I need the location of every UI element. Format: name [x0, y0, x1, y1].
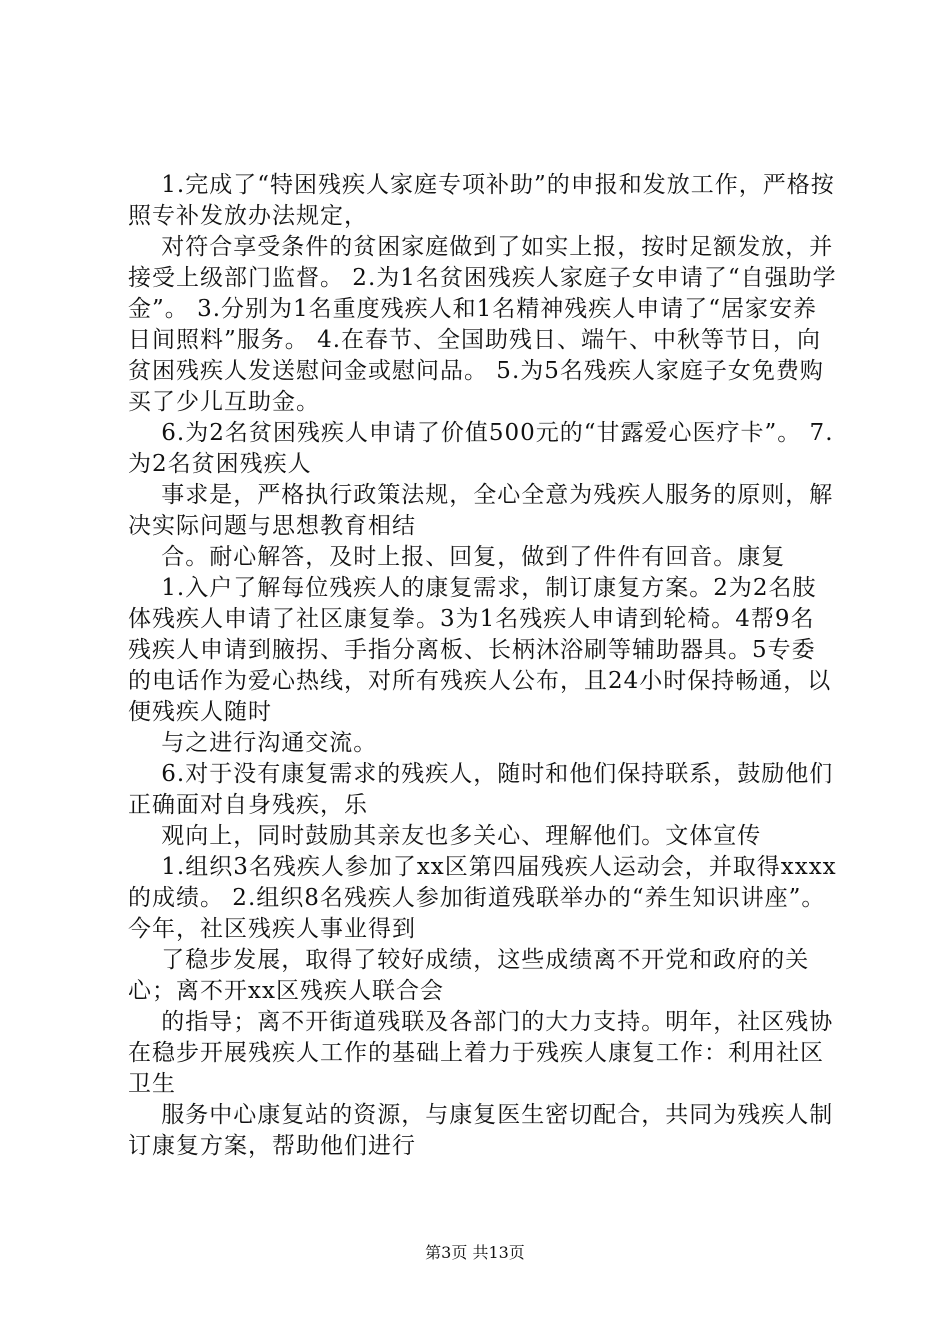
paragraph: 的指导；离不开街道残联及各部门的大力支持。明年，社区残协在稳步开展残疾人工作的基础上着力于残疾人康复工作：利用社区卫生 [128, 1009, 834, 1097]
paragraph: 1.完成了“特困残疾人家庭专项补助”的申报和发放工作，严格按照专补发放办法规定， [128, 172, 835, 229]
paragraph: 1.组织3名残疾人参加了xx区第四届残疾人运动会，并取得xxxx的成绩。 2.组织8名残疾人参加街道残联举办的“养生知识讲座”。今年，社区残疾人事业得到 [128, 854, 837, 942]
paragraph: 观向上，同时鼓励其亲友也多关心、理解他们。文体宣传 [128, 823, 762, 849]
page-number-footer: 第3页 共13页 [425, 1243, 525, 1262]
paragraph: 6.为2名贫困残疾人申请了价值500元的“甘露爱心医疗卡”。 7.为2名贫困残疾人 [128, 420, 834, 477]
paragraph: 事求是，严格执行政策法规，全心全意为残疾人服务的原则，解决实际问题与思想教育相结 [128, 482, 834, 539]
paragraph: 6.对于没有康复需求的残疾人，随时和他们保持联系，鼓励他们正确面对自身残疾，乐 [128, 761, 834, 818]
paragraph: 1.入户了解每位残疾人的康复需求，制订康复方案。2为2名肢体残疾人申请了社区康复拳。3为1名残疾人申请到轮椅。4帮9名残疾人申请到腋拐、手指分离板、长柄沐浴刷等辅助器具。5专委的电话作为爱心热线，对所有残疾人公布，且24小时保持畅通，以便残疾人随时 [128, 575, 832, 725]
paragraph: 服务中心康复站的资源，与康复医生密切配合，共同为残疾人制订康复方案，帮助他们进行 [128, 1102, 834, 1159]
paragraph: 与之进行沟通交流。 [128, 730, 378, 756]
body-text [128, 170, 838, 1162]
paragraph: 对符合享受条件的贫困家庭做到了如实上报，按时足额发放，并接受上级部门监督。 2.为1名贫困残疾人家庭子女申请了“自强助学金”。 3.分别为1名重度残疾人和1名精神残疾人申请了“居家安养日间照料”服务。 4.在春节、全国助残日、端午、中秋等节日，向贫困残疾人发送慰问金或慰问品。 5.为5名残疾人家庭子女免费购买了少儿互助金。 [128, 234, 837, 415]
paragraph: 了稳步发展，取得了较好成绩，这些成绩离不开党和政府的关心；离不开xx区残疾人联合会 [128, 947, 810, 1004]
paragraph: 合。耐心解答，及时上报、回复，做到了件件有回音。康复 [128, 544, 786, 570]
